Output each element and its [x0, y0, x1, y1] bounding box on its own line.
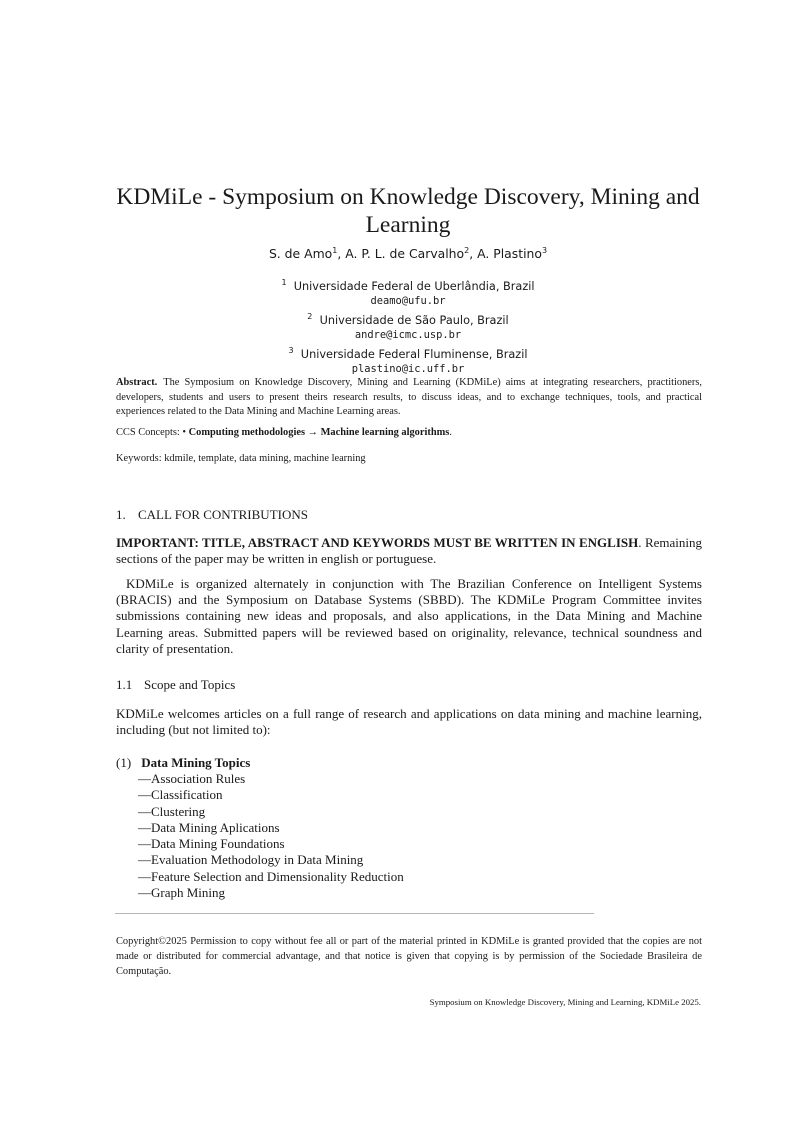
affil-mark: 1 [281, 278, 287, 287]
ccs-concepts [116, 427, 452, 438]
important-notice [116, 535, 702, 567]
author-affil-mark: 3 [541, 246, 548, 255]
abstract-label: Abstract. [116, 377, 158, 388]
author-affil-mark: 1 [332, 246, 338, 255]
important-bold: IMPORTANT: TITLE, ABSTRACT AND KEYWORDS MUST BE WRITTEN IN ENGLISH [116, 535, 639, 550]
institution: Universidade Federal Fluminense, Brazil [300, 348, 528, 361]
author-name: S. de Amo [268, 246, 333, 261]
list-item: —Data Mining Foundations [138, 836, 285, 852]
ccs-label: CCS Concepts: [116, 427, 180, 438]
affiliations [0, 275, 794, 377]
affil-mark: 3 [288, 346, 294, 355]
author-separator: , [337, 246, 346, 261]
section-title: CALL FOR CONTRIBUTIONS [138, 507, 308, 522]
author-line [0, 246, 794, 261]
institution: Universidade Federal de Uberlândia, Brazil [293, 280, 535, 293]
author-email[interactable]: deamo@ufu.br [370, 295, 446, 307]
abstract-text: The Symposium on Knowledge Discovery, Mining and Learning (KDMiLe) aims at integrating researchers, practitioners, developers, students and users to present theirs research results, to discuss ideas, and to exchange techniques, tools, and practical experiences related to the Data Mining and Machine Learning areas. [116, 377, 702, 417]
ccs-category: Computing methodologies [188, 427, 305, 438]
ccs-concept: Machine learning algorithms [320, 427, 450, 438]
page-footer: Symposium on Knowledge Discovery, Mining and Learning, KDMiLe 2025. [429, 997, 701, 1007]
subsection-number: 1.1 [116, 677, 133, 692]
list-item: —Data Mining Aplications [138, 819, 280, 835]
subsection-title: Scope and Topics [144, 677, 236, 692]
institution: Universidade de São Paulo, Brazil [319, 314, 509, 327]
section-heading [116, 507, 308, 523]
subsection-heading [116, 677, 235, 693]
body-paragraph: KDMiLe is organized alternately in conjunction with The Brazilian Conference on Intelligent Systems (BRACIS) and the Symposium on Database Systems (SBBD). The KDMiLe Program Committee invites submissions containing new ideas and proposals, and also applications, in the Data Mining and Machine Learning areas. Submitted papers will be reviewed based on originality, relevance, technical soundness and clarity of presentation. [116, 576, 702, 656]
author-email[interactable]: andre@icmc.usp.br [354, 329, 462, 341]
affiliation [0, 343, 794, 362]
author-affil-mark: 2 [464, 246, 470, 255]
section-number: 1. [116, 507, 126, 522]
list-item: —Classification [138, 787, 223, 803]
list-item: —Feature Selection and Dimensionality Reduction [138, 868, 404, 884]
body-paragraph: KDMiLe welcomes articles on a full range of research and applications on data mining and machine learning, including (but not limited to): [116, 706, 702, 738]
topics-list [138, 771, 404, 901]
affiliation [0, 275, 794, 294]
important-rest: . Remaining sections of the paper may be written in english or portuguese. [116, 535, 703, 567]
arrow-right-icon: → [307, 427, 318, 438]
keywords-label: Keywords: [116, 453, 162, 464]
list-heading: Data Mining Topics [141, 755, 251, 770]
keywords-text: kdmile, template, data mining, machine learning [164, 453, 366, 464]
affiliation [0, 309, 794, 328]
author-name: A. Plastino [477, 246, 542, 261]
author-email[interactable]: plastino@ic.uff.br [351, 363, 465, 375]
abstract [116, 376, 702, 420]
ccs-period: . [449, 427, 452, 438]
affil-mark: 2 [307, 312, 313, 321]
list-item: —Association Rules [138, 771, 246, 786]
list-item: —Clustering [138, 803, 206, 819]
topics-list-heading [116, 755, 250, 771]
keywords [116, 453, 366, 464]
author-separator: , [469, 246, 478, 261]
list-number: (1) [116, 755, 132, 770]
list-item: —Graph Mining [138, 885, 226, 901]
bullet-icon: • [182, 427, 187, 438]
list-item: —Evaluation Methodology in Data Mining [138, 852, 364, 868]
footnote-divider [115, 913, 594, 914]
paper-title: KDMiLe - Symposium on Knowledge Discovery, Mining and Learning [116, 184, 700, 238]
copyright-notice: Copyright©2025 Permission to copy without fee all or part of the material printed in KDMiLe is granted provided that the copies are not made or distributed for commercial advantage, and that notice is given that copying is by permission of the Sociedade Brasileira de Computação. [116, 936, 702, 977]
author-name: A. P. L. de Carvalho [345, 246, 465, 261]
